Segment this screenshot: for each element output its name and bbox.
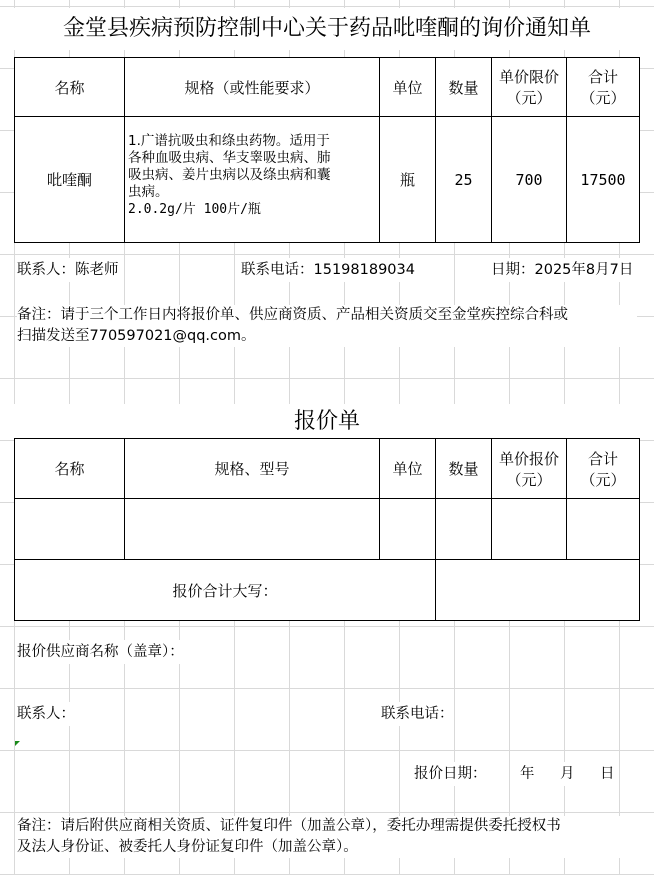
quote-title: 报价单 xyxy=(14,404,640,440)
table-row xyxy=(15,117,640,243)
quote-date-month: 月 xyxy=(560,762,575,786)
header-total-line1: 合计 xyxy=(587,68,618,86)
quote-qty-cell[interactable] xyxy=(436,499,492,560)
spec-line: 虫病。 xyxy=(128,184,169,200)
quote-name-cell[interactable] xyxy=(15,499,125,560)
item-price: 700 xyxy=(492,117,567,243)
header-spec: 规格（或性能要求） xyxy=(125,58,380,117)
quote-date-label: 报价日期： xyxy=(414,762,487,786)
quote-table xyxy=(14,438,640,621)
quote-unit-cell[interactable] xyxy=(380,499,436,560)
quote-entry-row xyxy=(15,499,640,560)
cell-comment-marker xyxy=(15,741,20,746)
remark-line: 及法人身份证、被委托人身份证复印件（加盖公章）。 xyxy=(17,839,358,855)
header-qty: 数量 xyxy=(436,58,492,117)
quote-remark xyxy=(17,816,637,858)
quote-contact-label: 联系人： xyxy=(17,702,75,726)
remark-line: 备注：请后附供应商相关资质、证件复印件（加盖公章），委托办理需提供委托授权书 xyxy=(17,818,561,834)
remark-line: 扫描发送至770597021@qq.com。 xyxy=(17,328,256,344)
quote-date-year: 年 xyxy=(520,762,535,786)
contact-person: 联系人：陈老师 xyxy=(17,258,119,282)
quote-price-cell[interactable] xyxy=(492,499,567,560)
header-unit: 单位 xyxy=(380,58,436,117)
quote-header-total-line1: 合计 xyxy=(587,449,618,468)
supplier-label: 报价供应商名称（盖章）： xyxy=(17,640,184,664)
item-spec xyxy=(125,117,380,243)
spec-line: 吸虫病、姜片虫病以及绦虫病和囊 xyxy=(128,167,331,183)
remark-line: 备注：请于三个工作日内将报价单、供应商资质、产品相关资质交至金堂疾控综合科或 xyxy=(17,307,568,323)
contact-phone: 联系电话：15198189034 xyxy=(241,258,415,282)
total-caps-value-cell[interactable] xyxy=(436,560,640,621)
spec-line: 2.0.2g/片 100片/瓶 xyxy=(128,202,261,217)
quote-header-unit: 单位 xyxy=(380,439,436,499)
notice-remark xyxy=(17,305,637,347)
spec-line: 1.广谱抗吸虫和绦虫药物。适用于 xyxy=(128,133,330,149)
quote-header-spec: 规格、型号 xyxy=(125,439,380,499)
header-price-limit xyxy=(492,58,567,117)
header-price-limit-line2: （元） xyxy=(506,89,552,107)
quote-phone-label: 联系电话： xyxy=(381,702,454,726)
item-qty: 25 xyxy=(436,117,492,243)
quote-header-total-line2: （元） xyxy=(580,470,626,489)
item-name: 吡喹酮 xyxy=(15,117,125,243)
quote-header-price-line1: 单价报价 xyxy=(498,449,559,468)
quote-total-row xyxy=(15,560,640,621)
quote-header-price-line2: （元） xyxy=(506,470,552,489)
header-total xyxy=(567,58,640,117)
notice-date: 日期：2025年8月7日 xyxy=(491,258,633,282)
quote-header-name: 名称 xyxy=(15,439,125,499)
quote-header-total xyxy=(567,439,640,499)
total-caps-label: 报价合计大写： xyxy=(15,560,436,621)
inquiry-header-row xyxy=(15,58,640,117)
header-name: 名称 xyxy=(15,58,125,117)
quote-spec-cell[interactable] xyxy=(125,499,380,560)
item-total: 17500 xyxy=(567,117,640,243)
header-price-limit-line1: 单价限价 xyxy=(498,68,559,86)
notice-title: 金堂县疾病预防控制中心关于药品吡喹酮的询价通知单 xyxy=(0,8,654,50)
item-unit: 瓶 xyxy=(380,117,436,243)
spec-line: 各种血吸虫病、华支睾吸虫病、肺 xyxy=(128,150,331,166)
header-total-line2: （元） xyxy=(580,89,626,107)
quote-total-cell[interactable] xyxy=(567,499,640,560)
quote-header-row xyxy=(15,439,640,499)
inquiry-table xyxy=(14,57,640,243)
quote-date-day: 日 xyxy=(600,762,615,786)
quote-header-price xyxy=(492,439,567,499)
quote-header-qty: 数量 xyxy=(436,439,492,499)
